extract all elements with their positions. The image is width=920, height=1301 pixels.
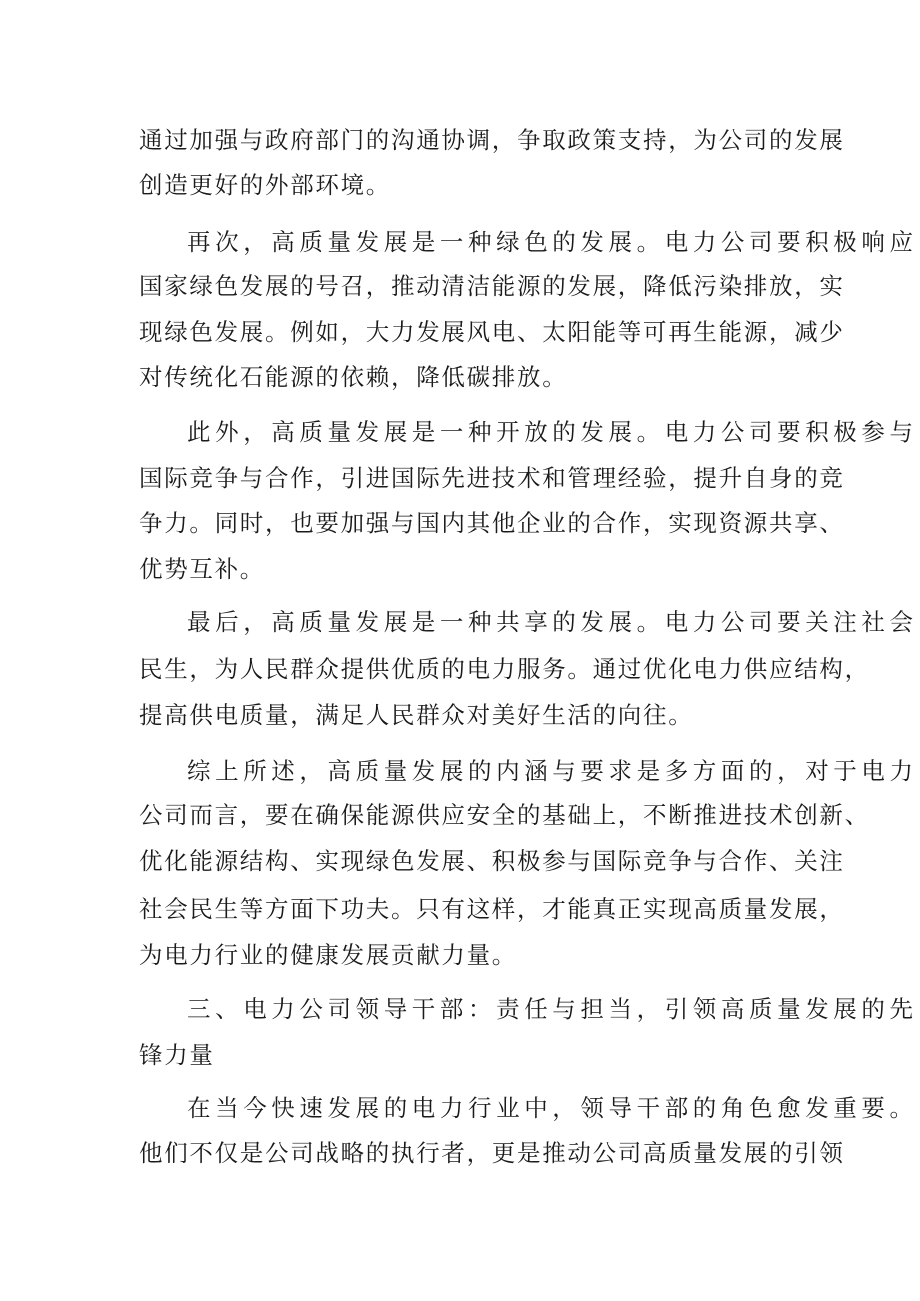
text-line: 此外，高质量发展是一种开放的发展。电力公司要积极参与 xyxy=(187,418,918,446)
section-heading: 锋力量 xyxy=(139,1041,215,1069)
text-line: 通过加强与政府部门的沟通协调，争取政策支持，为公司的发展 xyxy=(139,126,845,154)
text-line: 为电力行业的健康发展贡献力量。 xyxy=(139,941,517,969)
text-line: 最后，高质量发展是一种共享的发展。电力公司要关注社会 xyxy=(187,608,918,636)
text-line: 国家绿色发展的号召，推动清洁能源的发展，降低污染排放，实 xyxy=(139,272,845,300)
text-line: 争力。同时，也要加强与国内其他企业的合作，实现资源共享、 xyxy=(139,509,845,537)
text-line: 社会民生等方面下功夫。只有这样，才能真正实现高质量发展， xyxy=(139,895,845,923)
text-line: 公司而言，要在确保能源供应安全的基础上，不断推进技术创新、 xyxy=(139,801,870,829)
text-line: 国际竞争与合作，引进国际先进技术和管理经验，提升自身的竞 xyxy=(139,464,845,492)
text-line: 在当今快速发展的电力行业中，领导干部的角色愈发重要。 xyxy=(187,1094,918,1122)
text-line: 创造更好的外部环境。 xyxy=(139,171,391,199)
section-heading: 三、电力公司领导干部：责任与担当，引领高质量发展的先 xyxy=(187,995,918,1023)
text-line: 再次，高质量发展是一种绿色的发展。电力公司要积极响应 xyxy=(187,228,918,256)
text-line: 优化能源结构、实现绿色发展、积极参与国际竞争与合作、关注 xyxy=(139,847,845,875)
text-line: 他们不仅是公司战略的执行者，更是推动公司高质量发展的引领 xyxy=(139,1139,845,1167)
text-line: 提高供电质量，满足人民群众对美好生活的向往。 xyxy=(139,701,694,729)
text-line: 对传统化石能源的依赖，降低碳排放。 xyxy=(139,363,568,391)
text-line: 综上所述，高质量发展的内涵与要求是多方面的，对于电力 xyxy=(187,757,918,785)
text-line: 优势互补。 xyxy=(139,555,265,583)
text-line: 民生，为人民群众提供优质的电力服务。通过优化电力供应结构， xyxy=(139,655,870,683)
text-line: 现绿色发展。例如，大力发展风电、太阳能等可再生能源，减少 xyxy=(139,318,845,346)
